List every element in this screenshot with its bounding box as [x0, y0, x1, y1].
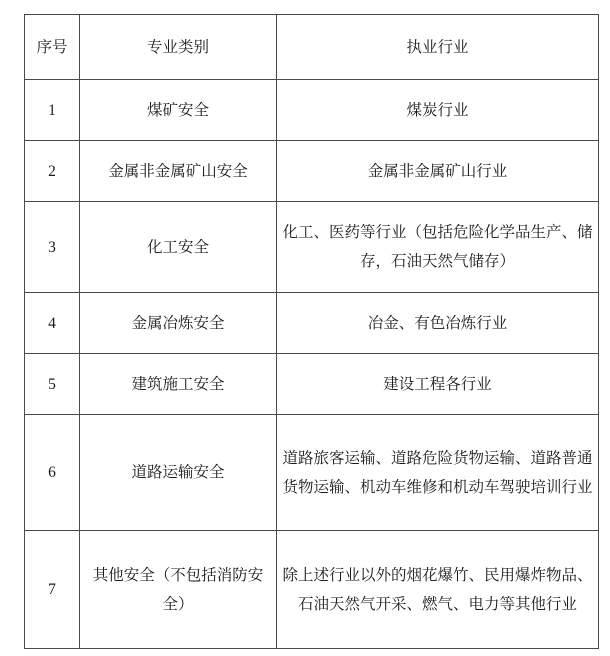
- professional-category-table-wrapper: [24, 14, 598, 649]
- table-row: [25, 531, 599, 649]
- row-serial-number: 3: [25, 202, 80, 293]
- row-serial-number: 1: [25, 80, 80, 141]
- row-category: 其他安全（不包括消防安全）: [80, 531, 277, 649]
- row-category: 煤矿安全: [80, 80, 277, 141]
- row-industry: 冶金、有色冶炼行业: [277, 293, 599, 354]
- row-industry: 化工、医药等行业（包括危险化学品生产、储存，石油天然气储存）: [277, 202, 599, 293]
- row-category: 道路运输安全: [80, 415, 277, 531]
- row-serial-number: 4: [25, 293, 80, 354]
- header-professional-category: 专业类别: [80, 15, 277, 80]
- table-row: [25, 293, 599, 354]
- table-row: [25, 415, 599, 531]
- table-row: [25, 80, 599, 141]
- row-category: 金属非金属矿山安全: [80, 141, 277, 202]
- row-industry: 除上述行业以外的烟花爆竹、民用爆炸物品、石油天然气开采、燃气、电力等其他行业: [277, 531, 599, 649]
- row-industry: 煤炭行业: [277, 80, 599, 141]
- row-serial-number: 7: [25, 531, 80, 649]
- row-category: 化工安全: [80, 202, 277, 293]
- table-row: [25, 202, 599, 293]
- row-serial-number: 2: [25, 141, 80, 202]
- header-practice-industry: 执业行业: [277, 15, 599, 80]
- professional-category-table: [24, 14, 599, 649]
- row-serial-number: 5: [25, 354, 80, 415]
- table-row: [25, 141, 599, 202]
- table-header-row: [25, 15, 599, 80]
- row-industry: 金属非金属矿山行业: [277, 141, 599, 202]
- row-category: 金属冶炼安全: [80, 293, 277, 354]
- row-industry: 建设工程各行业: [277, 354, 599, 415]
- header-serial-number: 序号: [25, 15, 80, 80]
- table-row: [25, 354, 599, 415]
- row-serial-number: 6: [25, 415, 80, 531]
- row-industry: 道路旅客运输、道路危险货物运输、道路普通货物运输、机动车维修和机动车驾驶培训行业: [277, 415, 599, 531]
- row-category: 建筑施工安全: [80, 354, 277, 415]
